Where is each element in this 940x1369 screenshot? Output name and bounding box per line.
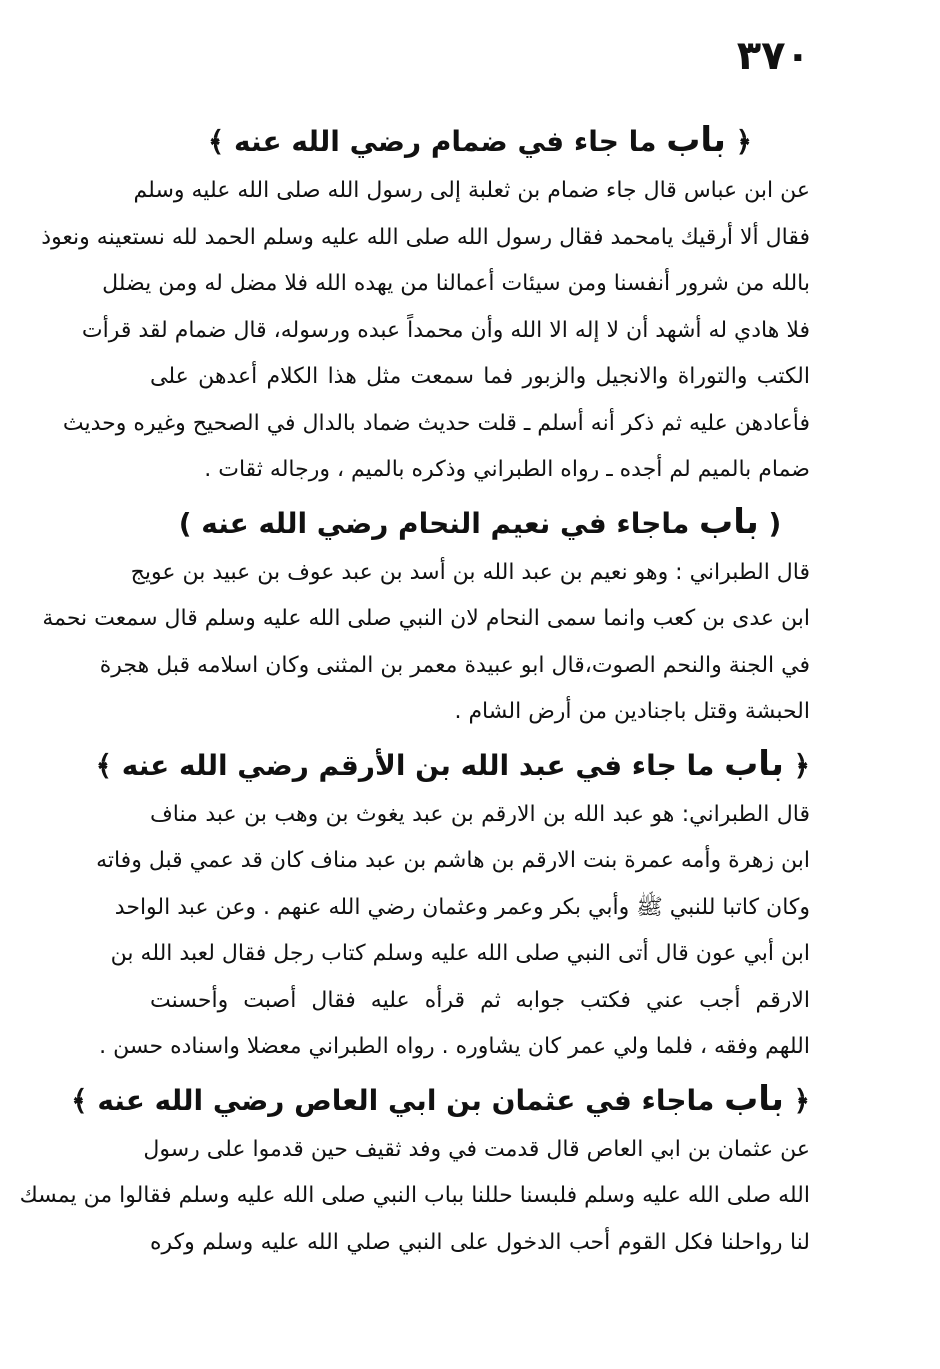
heading-title: ماجاء في عثمان بن ابي العاص رضي الله عنه <box>97 1083 715 1117</box>
text-line: عن عثمان بن ابي العاص قال قدمت في وفد ثقيف حين قدموا على رسول <box>143 1136 810 1162</box>
section-heading: ﴿ باب ماجاء في عثمان بن ابي العاص رضي الله عنه ﴾ <box>71 1078 810 1119</box>
section-nuaym <box>42 494 810 736</box>
section-heading: ( باب ماجاء في نعيم النحام رضي الله عنه ) <box>178 501 782 542</box>
heading-title: ماجاء في نعيم النحام رضي الله عنه <box>201 506 690 540</box>
text-line: الكتب والتوراة والانجيل والزبور فما سمعت مثل هذا الكلام أعدهن على <box>150 364 810 389</box>
text-line: قال الطبراني : وهو نعيم بن عبد الله بن أسد بن عبد عوف بن عبيد بن عويج <box>130 559 810 585</box>
section-paragraph <box>96 792 810 1071</box>
heading-bab-word: باب <box>699 501 759 542</box>
section-paragraph <box>42 550 810 736</box>
text-line: اللهم وفقه ، فلما ولي عمر كان يشاوره . رواه الطبراني معضلا واسناده حسن . <box>99 1034 810 1059</box>
text-line: لنا رواحلنا فكل القوم أحب الدخول على النبي صلي الله عليه وسلم وكره <box>150 1229 810 1255</box>
text-line: الله صلى الله عليه وسلم فلبسنا حللنا بباب النبي صلى الله عليه وسلم فقالوا من يمسك <box>19 1183 810 1208</box>
text-line: قال الطبراني: هو عبد الله بن الارقم بن عبد يغوث بن وهب بن عبد مناف <box>150 801 810 827</box>
text-line: الحبشة وقتل باجنادين من أرض الشام . <box>454 699 810 724</box>
heading-bab-word: باب <box>724 1078 784 1119</box>
section-uthman-abi-al-as <box>19 1071 810 1267</box>
section-dimam <box>41 112 810 494</box>
text-line: فقال ألا أرقيك يامحمد فقال رسول الله صلى الله عليه وسلم الحمد لله نستعينه ونعوذ <box>41 224 810 250</box>
section-abdullah-arqam <box>95 736 810 1071</box>
text-line: ضمام بالميم لم أجده ـ رواه الطبراني وذكره بالميم ، ورجاله ثقات . <box>204 457 810 482</box>
heading-bab-word: باب <box>724 743 784 784</box>
text-line: فلا هادي له أشهد أن لا إله الا الله وأن محمداً عبده ورسوله، قال ضمام لقد قرأت <box>81 317 810 343</box>
section-heading: ﴿ باب ما جاء في عبد الله بن الأرقم رضي الله عنه ﴾ <box>95 743 810 784</box>
page-number: ٣٧٠ <box>736 33 810 79</box>
text-line: فأعادهن عليه ثم ذكر أنه أسلم ـ قلت حديث ضماد بالدال في الصحيح وغيره وحديث <box>62 410 810 436</box>
heading-title: ما جاء في عبد الله بن الأرقم رضي الله عنه <box>121 748 715 782</box>
text-line: الارقم أجب عني فكتب جوابه ثم قرأه عليه فقال أصبت وأحسنت <box>150 987 810 1013</box>
section-heading: ﴿ باب ما جاء في ضمام رضي الله عنه ﴾ <box>207 120 753 160</box>
section-paragraph <box>19 1127 810 1267</box>
text-line: عن ابن عباس قال جاء ضمام بن ثعلبة إلى رسول الله صلى الله عليه وسلم <box>133 178 810 203</box>
text-line: بالله من شرور أنفسنا ومن سيئات أعمالنا من يهده الله فلا مضل له ومن يضلل <box>102 271 810 296</box>
text-line: ابن زهرة وأمه عمرة بنت الارقم بن هاشم بن عبد مناف كان قد عمي قبل وفاته <box>96 848 810 873</box>
text-line: ابن أبي عون قال أتى النبي صلى الله عليه وسلم كتاب رجل فقال لعبد الله بن <box>110 941 810 966</box>
section-paragraph <box>41 168 810 494</box>
heading-bab-word: باب <box>666 120 726 160</box>
text-line: ابن عدى بن كعب وانما سمى النحام لان النبي صلى الله عليه وسلم قال سمعت نحمة <box>42 606 810 631</box>
text-line: في الجنة والنحم الصوت،قال ابو عبيدة معمر بن المثنى وكان اسلامه قبل هجرة <box>99 652 810 678</box>
heading-title: ما جاء في ضمام رضي الله عنه <box>234 125 657 158</box>
page-content <box>19 112 810 1266</box>
text-line: وكان كاتبا للنبي ﷺ وأبي بكر وعمر وعثمان رضي الله عنهم . وعن عبد الواحد <box>114 894 810 920</box>
